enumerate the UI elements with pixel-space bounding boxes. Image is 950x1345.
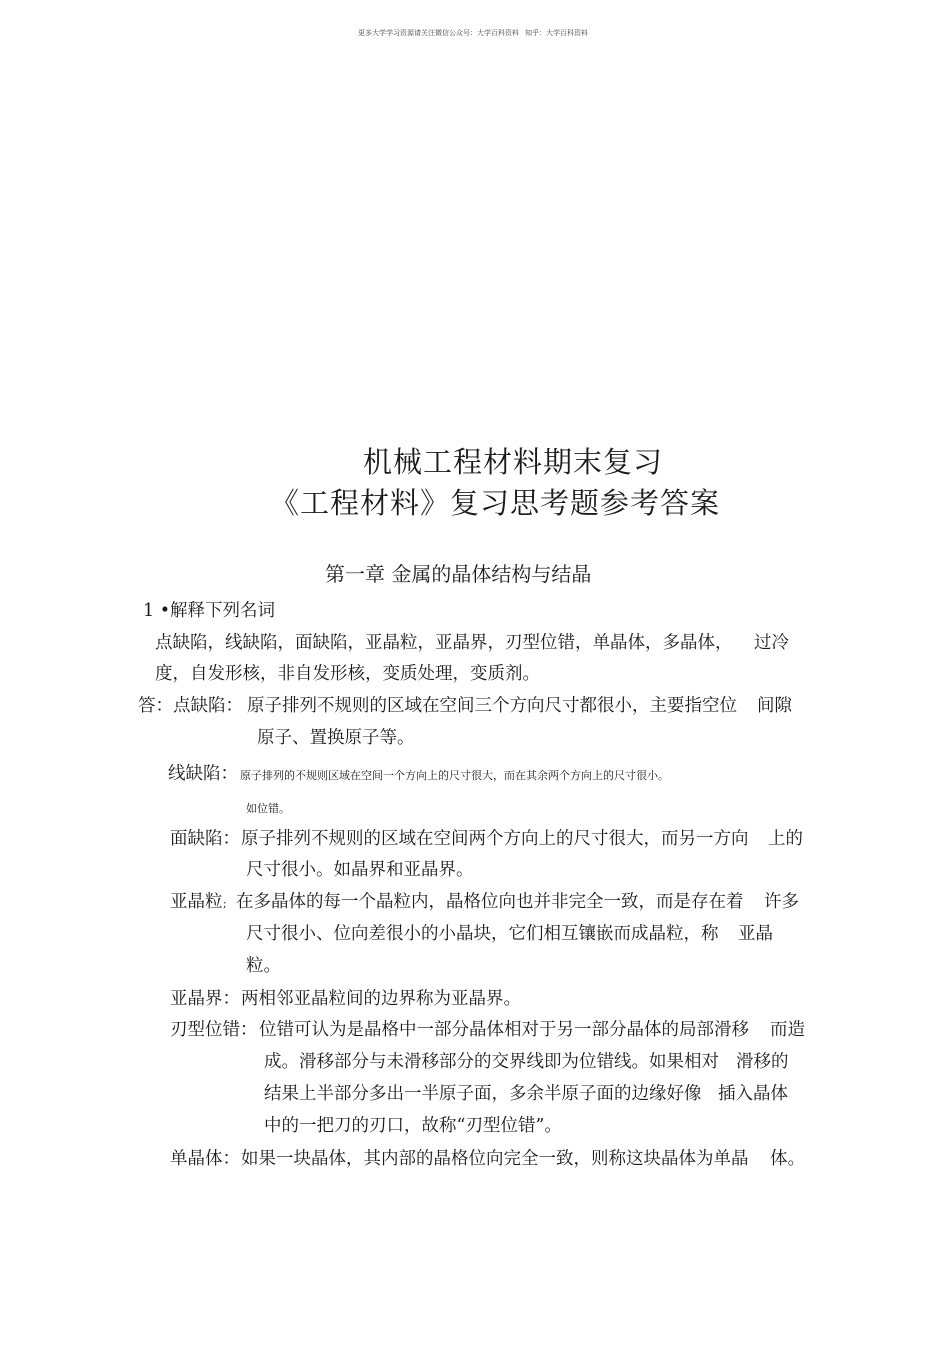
answer-edge-dislocation-line1: 位错可认为是晶格中一部分晶体相对于另一部分晶体的局部滑移 bbox=[259, 1020, 749, 1040]
answer-subgrain-line1: 在多晶体的每一个晶粒内，晶格位向也并非完全一致，而是存在着 bbox=[236, 892, 744, 912]
answer-edge-dislocation-tail3: 插入晶体 bbox=[718, 1084, 788, 1104]
answer-single-crystal-term: 单晶体： bbox=[170, 1149, 240, 1169]
answer-planar-defect-tail: 上的 bbox=[768, 829, 803, 849]
answer-point-defect-line1: 原子排列不规则的区域在空间三个方向尺寸都很小，主要指空位 bbox=[247, 696, 737, 716]
answer-planar-defect-term: 面缺陷： bbox=[170, 829, 240, 849]
answer-subgrain-line2: 尺寸很小、位向差很小的小晶块，它们相互镶嵌而成晶粒，称 bbox=[246, 924, 719, 944]
answer-point-defect-term: 答：点缺陷： bbox=[138, 696, 243, 716]
document-title: 机械工程材料期末复习 bbox=[363, 445, 664, 479]
chapter-heading: 第一章 金属的晶体结构与结晶 bbox=[325, 562, 592, 586]
answer-subgrain-line3: 粒。 bbox=[246, 956, 281, 976]
document-subtitle: 《工程材料》复习思考题参考答案 bbox=[270, 486, 721, 520]
header-wechat-note: 更多大学学习资源请关注微信公众号：大学百科资料 bbox=[358, 29, 519, 37]
answer-line-defect-line2: 如位错。 bbox=[246, 802, 290, 815]
header-zhihu-note: 知乎：大学百科资料 bbox=[525, 29, 588, 37]
answer-line-defect-line1: 原子排列的不规则区域在空间一个方向上的尺寸很大，而在其余两个方向上的尺寸很小。 bbox=[240, 769, 669, 782]
answer-point-defect-tail: 间隙 bbox=[757, 696, 792, 716]
answer-subgrain-boundary-line1: 两相邻亚晶粒间的边界称为亚晶界。 bbox=[241, 989, 521, 1009]
answer-planar-defect-line2: 尺寸很小。如晶界和亚晶界。 bbox=[246, 860, 474, 880]
answer-subgrain-tail2: 亚晶 bbox=[738, 924, 773, 944]
answer-subgrain-separator: ; bbox=[223, 897, 227, 910]
question-title: 1 •解释下列名词 bbox=[143, 601, 276, 621]
answer-edge-dislocation-tail1: 而造 bbox=[770, 1020, 805, 1040]
question-terms-tail: 过冷 bbox=[754, 633, 789, 653]
answer-planar-defect-line1: 原子排列不规则的区域在空间两个方向上的尺寸很大，而另一方向 bbox=[241, 829, 749, 849]
answer-line-defect-term: 线缺陷： bbox=[168, 764, 238, 784]
answer-edge-dislocation-tail2: 滑移的 bbox=[736, 1052, 789, 1072]
answer-point-defect-line2: 原子、置换原子等。 bbox=[257, 728, 415, 748]
answer-single-crystal-line1: 如果一块晶体，其内部的晶格位向完全一致，则称这块晶体为单晶 bbox=[241, 1149, 749, 1169]
answer-edge-dislocation-term: 刃型位错： bbox=[170, 1020, 258, 1040]
answer-subgrain-term: 亚晶粒 bbox=[170, 892, 223, 912]
answer-edge-dislocation-line2: 成。滑移部分与未滑移部分的交界线即为位错线。如果相对 bbox=[264, 1052, 719, 1072]
answer-single-crystal-tail: 体。 bbox=[770, 1149, 805, 1169]
question-terms-line1: 点缺陷，线缺陷，面缺陷，亚晶粒，亚晶界，刃型位错，单晶体，多晶体， bbox=[155, 633, 733, 653]
answer-subgrain-boundary-term: 亚晶界： bbox=[170, 989, 240, 1009]
answer-edge-dislocation-line3: 结果上半部分多出一半原子面，多余半原子面的边缘好像 bbox=[264, 1084, 702, 1104]
answer-subgrain-tail1: 许多 bbox=[764, 892, 799, 912]
answer-edge-dislocation-line4: 中的一把刀的刃口，故称“刃型位错”。 bbox=[264, 1116, 562, 1136]
question-terms-line2: 度，自发形核，非自发形核，变质处理，变质剂。 bbox=[155, 664, 540, 684]
